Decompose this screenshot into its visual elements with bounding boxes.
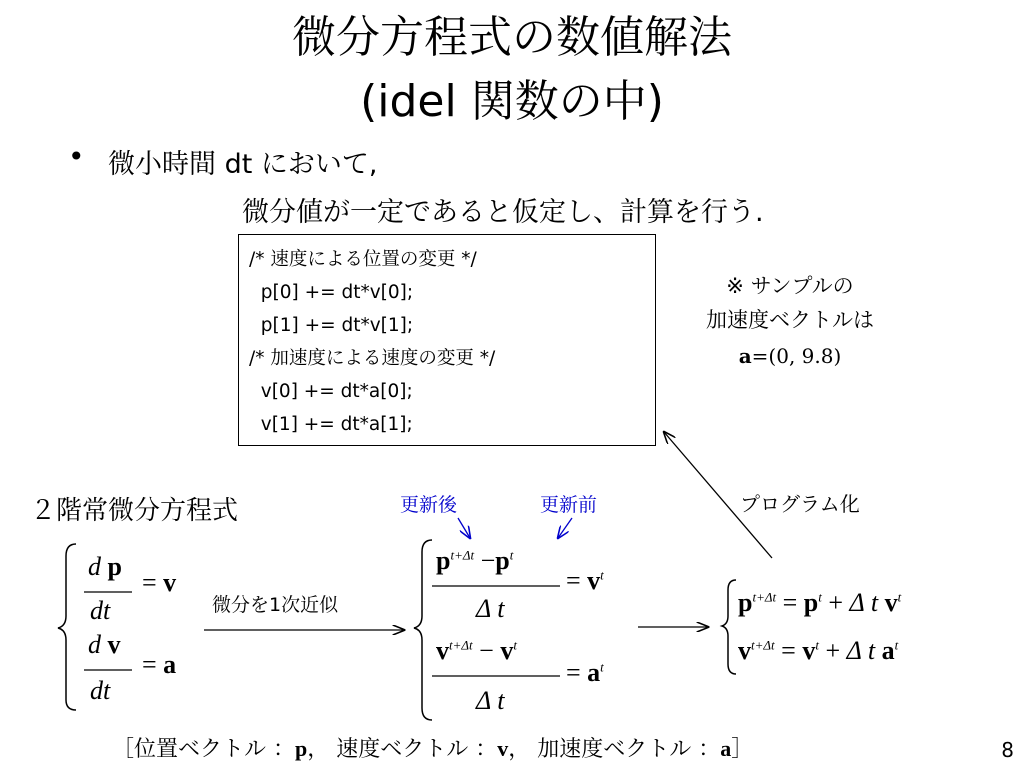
approx-label: 微分を1次近似 <box>212 594 339 616</box>
eq2-numerator: d v <box>88 630 121 659</box>
arrow-to-code <box>664 432 772 558</box>
code-line: v[1] += dt*a[1]; <box>249 414 413 435</box>
code-line: v[0] += dt*a[0]; <box>249 381 413 402</box>
arrow-updated-before <box>558 518 572 538</box>
eq4-numerator: $v^{t+\Delta t} - v^t$ <box>436 636 517 665</box>
arrow-updated-after <box>458 518 470 538</box>
slide-title-line2: (idel 関数の中) <box>360 76 664 127</box>
code-line: p[0] += dt*v[0]; <box>249 282 414 303</box>
note-line1: ※ サンプルの <box>726 274 854 298</box>
eq3-numerator: $p^{t+\Delta t} -p^t$ <box>436 546 514 575</box>
eq2-denominator: dt <box>90 676 111 705</box>
brace-left <box>58 544 76 710</box>
code-line: p[1] += dt*v[1]; <box>249 315 414 336</box>
vector-legend: ［位置ベクトル ：p， 速度ベクトル ：v， 加速度ベクトル ：a］ <box>112 736 754 762</box>
eq1-numerator: d p <box>88 552 122 581</box>
eq4-denominator: Δ t <box>476 686 505 715</box>
slide-title-line1: 微分方程式の数値解法 <box>292 12 732 63</box>
code-line: /* 加速度による速度の変更 */ <box>249 348 496 369</box>
eq4-rhs: = $a^t$ <box>566 658 604 687</box>
note-line2: 加速度ベクトルは <box>706 308 874 332</box>
second-order-ode-label: ２階常微分方程式 <box>30 496 239 526</box>
update-eq-velocity: $v^{t+\Delta t} = v^t + \Delta$ t $a^t$ <box>738 636 899 665</box>
update-eq-position: $p^{t+\Delta t} = p^t + \Delta$ t $v^t$ <box>738 588 902 617</box>
bullet-marker: • <box>68 140 85 173</box>
eq3-rhs: = $v^t$ <box>566 566 604 595</box>
page-number: 8 <box>1001 738 1014 762</box>
bullet-line1: 微小時間 dt において, <box>108 149 378 180</box>
eq1-rhs: = v <box>142 568 177 597</box>
bullet-line2: 微分値が一定であると仮定し、計算を行う. <box>242 197 764 228</box>
note-vector-symbol: a <box>738 344 752 368</box>
updated-before-label: 更新前 <box>540 494 598 516</box>
eq3-denominator: Δ t <box>476 594 505 623</box>
brace-right <box>722 580 736 674</box>
code-line: /* 速度による位置の変更 */ <box>249 249 477 270</box>
eq1-denominator: dt <box>90 596 111 625</box>
note-vector-value: =(0, 9.8) <box>751 344 842 368</box>
updated-after-label: 更新後 <box>400 494 458 516</box>
brace-middle <box>414 540 432 720</box>
eq2-rhs: = a <box>142 650 177 679</box>
programmed-label: プログラム化 <box>740 492 860 516</box>
